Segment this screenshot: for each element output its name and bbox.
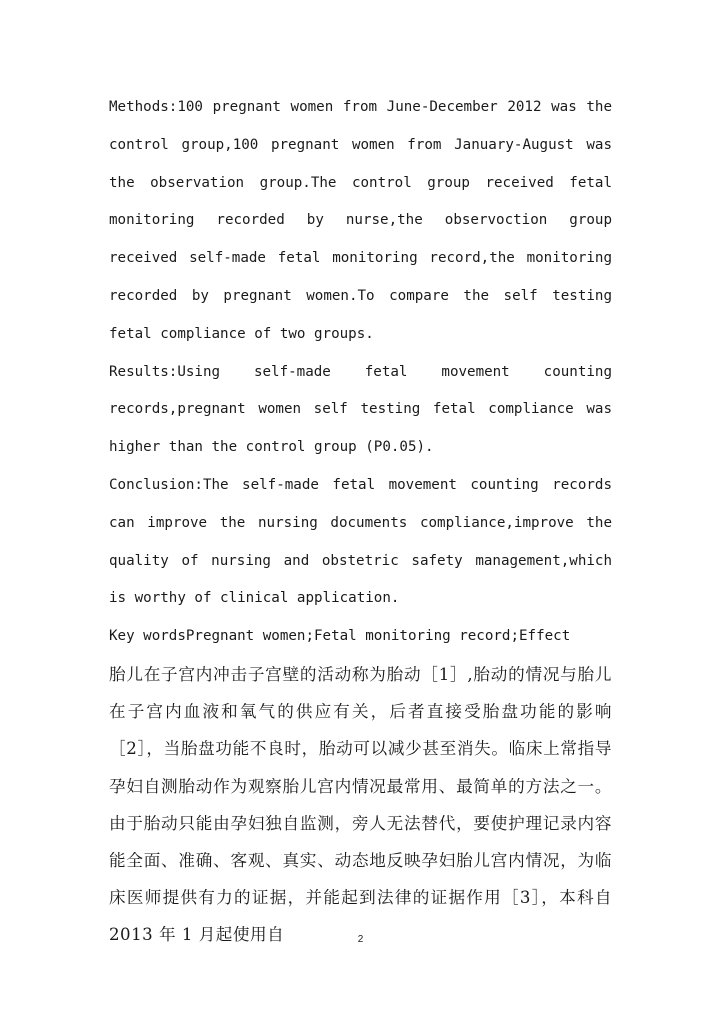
document-body — [109, 89, 612, 954]
introduction-paragraph: 胎儿在子宫内冲击子宫壁的活动称为胎动［1］,胎动的情况与胎儿在子宫内血液和氧气的供应有关，后者直接受胎盘功能的影响［2］，当胎盘功能不良时，胎动可以减少甚至消失。临床上常指导孕妇自测胎动作为观察胎儿宫内情况最常用、最简单的方法之一。由于胎动只能由孕妇独自监测，旁人无法替代，要使护理记录内容能全面、准确、客观、真实、动态地反映孕妇胎儿宫内情况，为临床医师提供有力的证据，并能起到法律的证据作用［3］，本科自 2013 年 1 月起使用自 — [109, 664, 612, 945]
results-paragraph: Results:Using self-made fetal movement counting records,pregnant women self testing fetal compliance was higher than the control group (P0.05). — [109, 363, 612, 456]
page-number: 2 — [357, 934, 364, 945]
keywords-paragraph: Key wordsPregnant women;Fetal monitoring record;Effect — [109, 628, 571, 645]
methods-paragraph: Methods:100 pregnant women from June-December 2012 was the control group,100 pregnant women from January-August was the observation group.The control group received fetal monitoring recorded by nurse,the observoction group received self-made fetal monitoring record,the monitoring recorded by pregnant women.To compare the self testing fetal compliance of two groups. — [109, 99, 612, 342]
conclusion-paragraph: Conclusion:The self-made fetal movement counting records can improve the nursing documents compliance,improve the quality of nursing and obstetric safety management,which is worthy of clinical application. — [109, 476, 612, 607]
